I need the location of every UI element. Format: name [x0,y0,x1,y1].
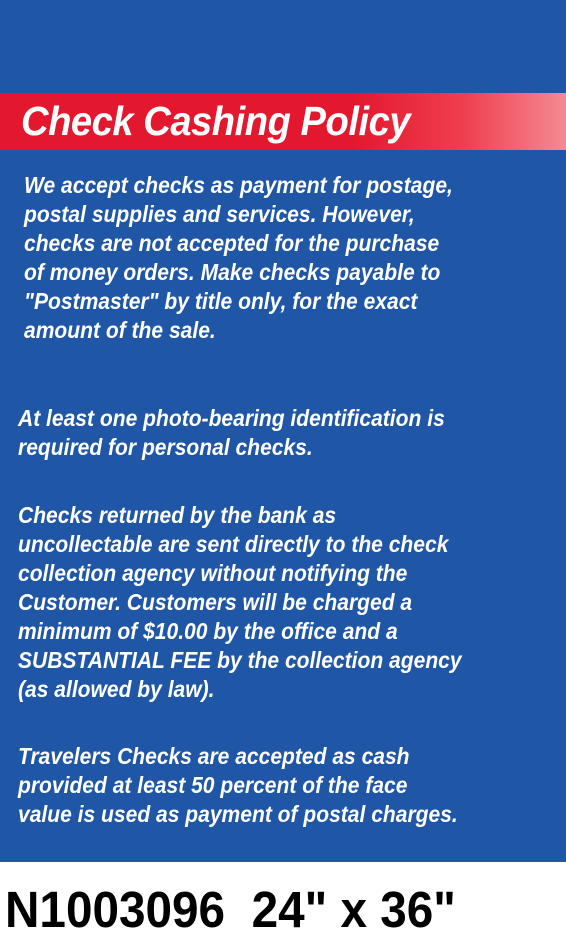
product-code: N1003096 [5,881,226,938]
returned-checks-paragraph: Checks returned by the bank as uncollectable are sent directly to the check collection agency without notifying the Customer. Customers will be charged a minimum of $10.00 by the office and a SUBSTANTIAL FEE by the collection agency (as allowed by law). [18,502,462,702]
identification-paragraph: At least one photo-bearing identification is required for personal checks. [18,405,445,460]
product-footer [0,862,566,950]
payment-policy-paragraph: We accept checks as payment for postage, postal supplies and services. However, checks are not accepted for the purchase of money orders. Make checks payable to "Postmaster" by title only, for the exact amount of the sale. [24,172,453,343]
sign-title: Check Cashing Policy [21,98,411,144]
title-band [0,93,566,150]
product-size: 24" x 36" [251,881,456,938]
product-label [5,880,456,940]
travelers-checks-paragraph: Travelers Checks are accepted as cash provided at least 50 percent of the face value is used as payment of postal charges. [18,743,458,827]
